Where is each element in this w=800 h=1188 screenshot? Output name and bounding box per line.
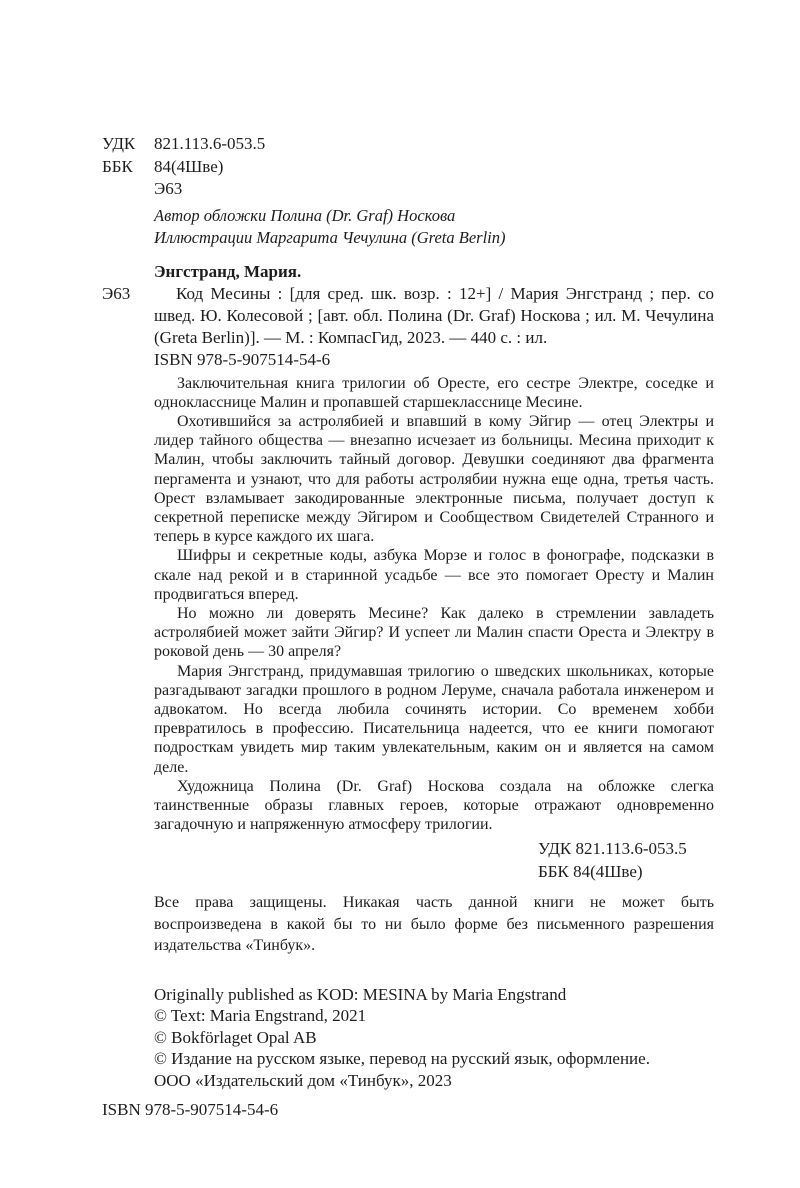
udk-value: 821.113.6-053.5 [154,134,266,153]
bib-entry-code: Э63 [102,283,131,303]
credits-block [154,205,714,249]
bib-isbn: ISBN 978-5-907514-54-6 [154,349,331,369]
author-sign-value: Э63 [154,179,183,198]
illustrations-credit: Иллюстрации Маргарита Чечулина (Greta Berlin) [154,227,506,247]
annotation-paragraph: Заключительная книга трилогии об Оресте, его сестре Электре, соседке и однокласснице Малин и пропавшей старшекласснице Месине. [154,374,714,411]
author-sign-spacer [102,178,154,201]
bib-description: Код Месины : [для сред. шк. возр. : 12+] / Мария Энгстранд ; пер. со швед. Ю. Колесовой ; [авт. обл. Полина (Dr. Graf) Носкова ; ил. М. Чечулина (Greta Berlin)]. — М. : КомпасГид, 2023. — 440 с. : ил. [154,283,714,347]
annotation-paragraph: Охотившийся за астролябией и впавший в кому Эйгир — отец Электры и лидер тайного общества — внезапно исчезает из больницы. Месина приходит к Малин, чтобы заключить тайный договор. Девушки соединяют два фрагмента пергамента и узнают, что для работы астролябии нужна еще одна, третья часть. Орест взламывает закодированные электронные письма, получает доступ к секретной переписке между Эйгиром и Сообществом Свидетелей Странного и теперь в курсе каждого их шага. [154,412,714,546]
copyright-text-line: © Text: Maria Engstrand, 2021 [154,1006,367,1026]
copyright-block [154,984,714,1091]
bbk-label: ББК [102,156,133,176]
isbn-footer: ISBN 978-5-907514-54-6 [102,1099,279,1119]
bbk-footer: ББК 84(4Шве) [538,862,643,882]
annotation-block [154,374,714,835]
rights-notice: Все права защищены. Никакая часть данной книги не может быть воспроизведена в какой бы то ни было форме без письменного разрешения издательства «Тинбук». [154,894,714,955]
udk-footer: УДК 821.113.6-053.5 [538,839,687,859]
bbk-value: 84(4Шве) [154,156,224,176]
bib-author-heading: Энгстранд, Мария. [154,261,302,281]
udk-row [102,133,714,156]
author-sign-row [102,178,714,201]
cover-author-credit: Автор обложки Полина (Dr. Graf) Носкова [154,205,456,225]
copyright-russian-edition-line: © Издание на русском языке, перевод на русский язык, оформление. [154,1049,650,1069]
copyright-tinbook-line: ООО «Издательский дом «Тинбук», 2023 [154,1070,452,1090]
imprint-content [102,133,714,1121]
udk-label: УДК [102,134,136,153]
original-publication-line: Originally published as KOD: MESINA by Maria Engstrand [154,984,567,1004]
annotation-paragraph: Художница Полина (Dr. Graf) Носкова создала на обложке слегка таинственные образы главных героев, которые отражают одновременно загадочную и напряженную атмосферу трилогии. [154,777,714,834]
bibliographic-entry [102,261,714,371]
bib-entry-body [102,283,714,349]
copyright-publisher-line: © Bokförlaget Opal AB [154,1027,317,1047]
annotation-paragraph: Но можно ли доверять Месине? Как далеко в стремлении завладеть астролябией может зайти Эйгир? И успеет ли Малин спасти Ореста и Электру в роковой день — 30 апреля? [154,604,714,661]
bbk-row [102,156,714,179]
classification-bottom-block [538,837,714,883]
annotation-paragraph: Мария Энгстранд, придумавшая трилогию о шведских школьниках, которые разгадывают загадки прошлого в родном Леруме, сначала работала инженером и адвокатом. Но всегда любила сочинять истории. Со временем хобби превратилось в профессию. Писательница надеется, что ее книги помогают подросткам увидеть мир таким увлекательным, каким он и является на самом деле. [154,662,714,776]
annotation-paragraph: Шифры и секретные коды, азбука Морзе и голос в фонографе, подсказки в скале над рекой и в старинной усадьбе — все это помогает Оресту и Малин продвигаться вперед. [154,547,714,603]
classification-top-block [102,133,714,201]
